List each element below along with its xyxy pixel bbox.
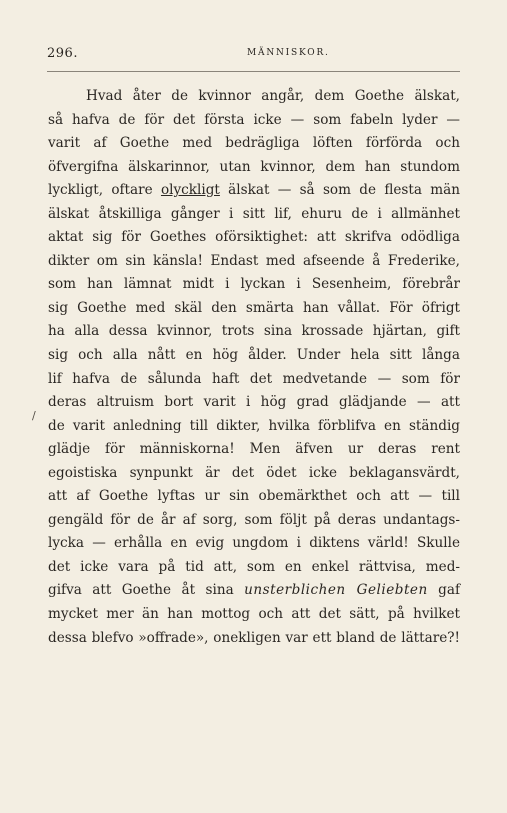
text-line: mycket mer än han mottog och att det sätt, på hvilket [48,606,460,623]
underlined-word: olyckligt [160,182,220,199]
text-line: de varit anledning till dikter, hvilka förblifva en ständig [48,417,460,434]
running-head: MÄNNISKOR. [247,48,330,58]
text-line: Hvad åter de kvinnor angår, dem Goethe älskat, [86,88,460,104]
text-line: egoistiska synpunkt är det ödet icke beklagansvärdt, [48,464,460,481]
text-line [48,579,460,603]
text-line: det icke vara på tid att, som en enkel rättvisa, med- [48,558,460,575]
text-line: sig och alla nått en hög ålder. Under hela sitt långa [48,347,460,364]
text-line: älskat åtskilliga gånger i sitt lif, ehuru de i allmänhet [48,205,460,222]
margin-pencil-mark: / [32,409,36,422]
text-line: gengäld för de år af sorg, som följt på deras undantags- [48,511,460,528]
text-line: aktat sig för Goethes oförsiktighet: att skrifva odödliga [48,229,460,246]
text-segment: älskat — så som de flesta män [219,182,461,199]
text-line: att af Goethe lyftas ur sin obemärkthet och att — till [48,488,460,505]
text-line: deras altruism bort varit i hög grad glädjande — att [48,394,460,411]
text-line: ha alla dessa kvinnor, trots sina krossade hjärtan, gift [48,323,460,340]
text-line: lycka — erhålla en evig ungdom i diktens värld! Skulle [48,535,460,552]
text-segment: lyckligt, oftare [48,182,161,199]
text-line: så hafva de för det första icke — som fabeln lyder — [48,111,460,128]
text-line: dessa blefvo »offrade», onekligen var ett bland de lättare?! [48,629,460,646]
text-line: öfvergifna älskarinnor, utan kvinnor, dem han stundom [48,158,460,175]
page-header [47,46,459,62]
text-line: varit af Goethe med bedrägliga löften förförda och [48,135,460,152]
text-line: sig Goethe med skäl den smärta han vållat. För öfrigt [48,299,460,316]
italic-phrase: unsterblichen Geliebten [244,582,428,599]
body-paragraph [48,85,460,650]
text-line: glädje för människorna! Men äfven ur deras rent [48,441,460,458]
text-line: som han lämnat midt i lyckan i Sesenheim, förebrår [48,276,460,293]
text-line: lif hafva de sålunda haft det medvetande — som för [48,370,460,387]
text-segment: gaf [427,582,460,599]
header-rule [47,71,460,72]
text-line: dikter om sin känsla! Endast med afseende å Frederike, [48,252,460,269]
text-line [48,179,460,203]
page-number: 296. [47,46,78,61]
text-segment: gifva att Goethe åt sina [48,582,245,599]
